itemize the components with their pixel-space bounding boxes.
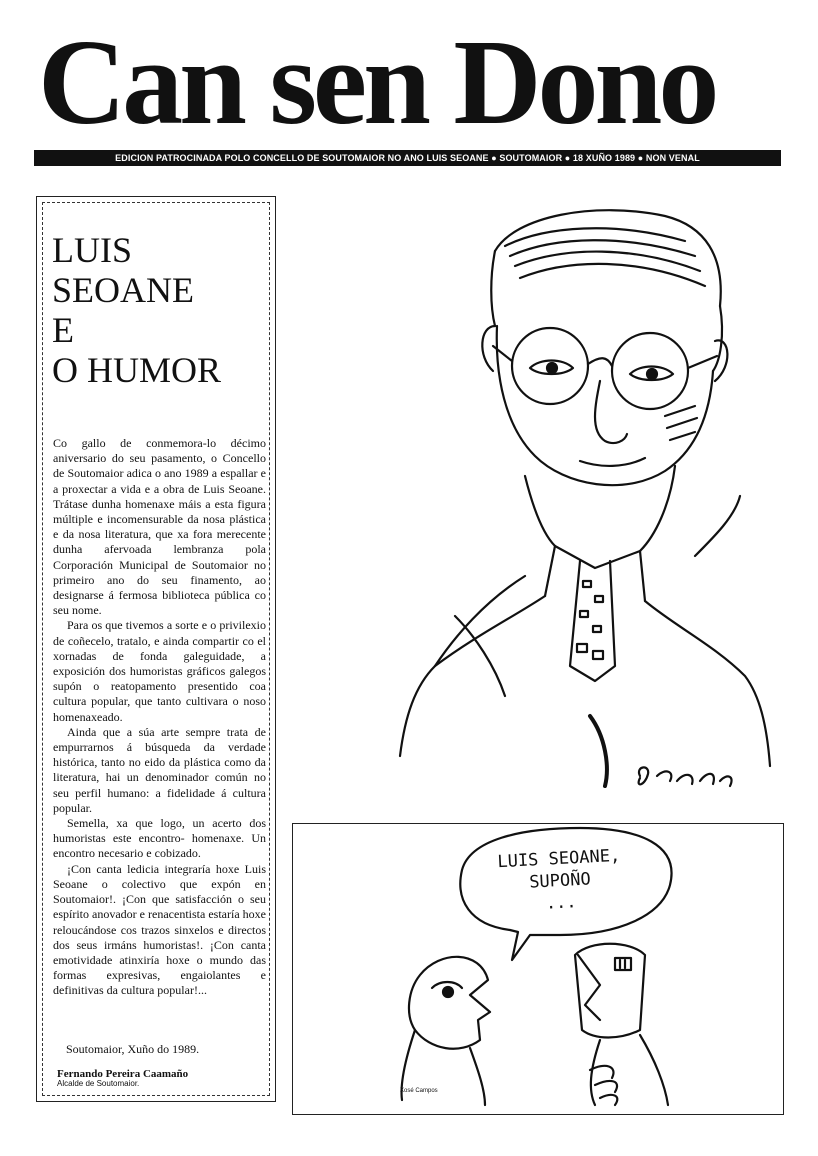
- cartoon-credit: Xosé Campos: [400, 1088, 438, 1094]
- masthead-title: Can sen Dono: [38, 15, 716, 150]
- headline-line: SEOANE: [52, 270, 194, 310]
- speech-bubble-text: [478, 844, 641, 918]
- article-paragraph: Para os que tivemos a sorte e o privilexio de coñecelo, tratalo, e ainda compartir co el xornadas de fonda galeguidade, a exposición dos humoristas gráficos galegos supón o reatopamento presentido coa cultura popular, que tanto cultivara o noso homenaxeado.: [53, 618, 266, 724]
- article-paragraph: ¡Con canta ledicia integraría hoxe Luis Seoane o colectivo que expón en Soutomaior!. ¡Con que satisfacción o seu espírito anovador e renacentista estaría hoxe reloucándose cos trazos sinxelos e directos dos seus irmáns humoristas!. ¡Con canta emotividade atinxiría hoxe o mundo das formas expresivas, engaiolantes e definitivas da cultura popular!...: [53, 861, 266, 998]
- speech-line: ...: [545, 892, 578, 914]
- article-dateline: Soutomaior, Xuño do 1989.: [66, 1042, 200, 1056]
- edition-banner: EDICION PATROCINADA POLO CONCELLO DE SOUTOMAIOR NO ANO LUIS SEOANE ● SOUTOMAIOR ● 18 XUÑO 1989 ● NON VENAL: [34, 150, 781, 166]
- speech-line: SUPOÑO: [528, 869, 592, 893]
- article-paragraph: Ainda que a súa arte sempre trata de empurrarnos á búsqueda da verdade histórica, tanto no eido da plástica como da literatura, hai un denominador común no seu perfil humano: a fidelidade á cultura popular.: [53, 724, 266, 815]
- article-author: Fernando Pereira Caamaño: [57, 1068, 189, 1080]
- speech-line: LUIS SEOANE,: [496, 845, 621, 873]
- headline-line: LUIS: [52, 230, 132, 270]
- headline-line: O HUMOR: [52, 350, 222, 390]
- article-author-role: Alcalde de Soutomaior.: [57, 1079, 140, 1088]
- article-paragraph: Semella, xa que logo, un acerto dos humoristas este encontro- homenaxe. Un encontro necesario e cobizado.: [53, 816, 266, 861]
- headline-line: E: [52, 310, 74, 350]
- article-paragraph: Co gallo de conmemora-lo décimo aniversario do seu pasamento, o Concello de Soutomaior adica o ano 1989 a espallar e a proxectar a vida e a obra de Luis Seoane. Trátase dunha homenaxe máis a esta figura múltiple e incomensurable da nosa plástica e da nosa literatura, que xa fora merecente dunha afervoada lembranza pola Corporación Municipal de Soutomaior no primeiro ano do seu finamento, ao designarse á fermosa biblioteca pública co seu nome.: [53, 436, 266, 618]
